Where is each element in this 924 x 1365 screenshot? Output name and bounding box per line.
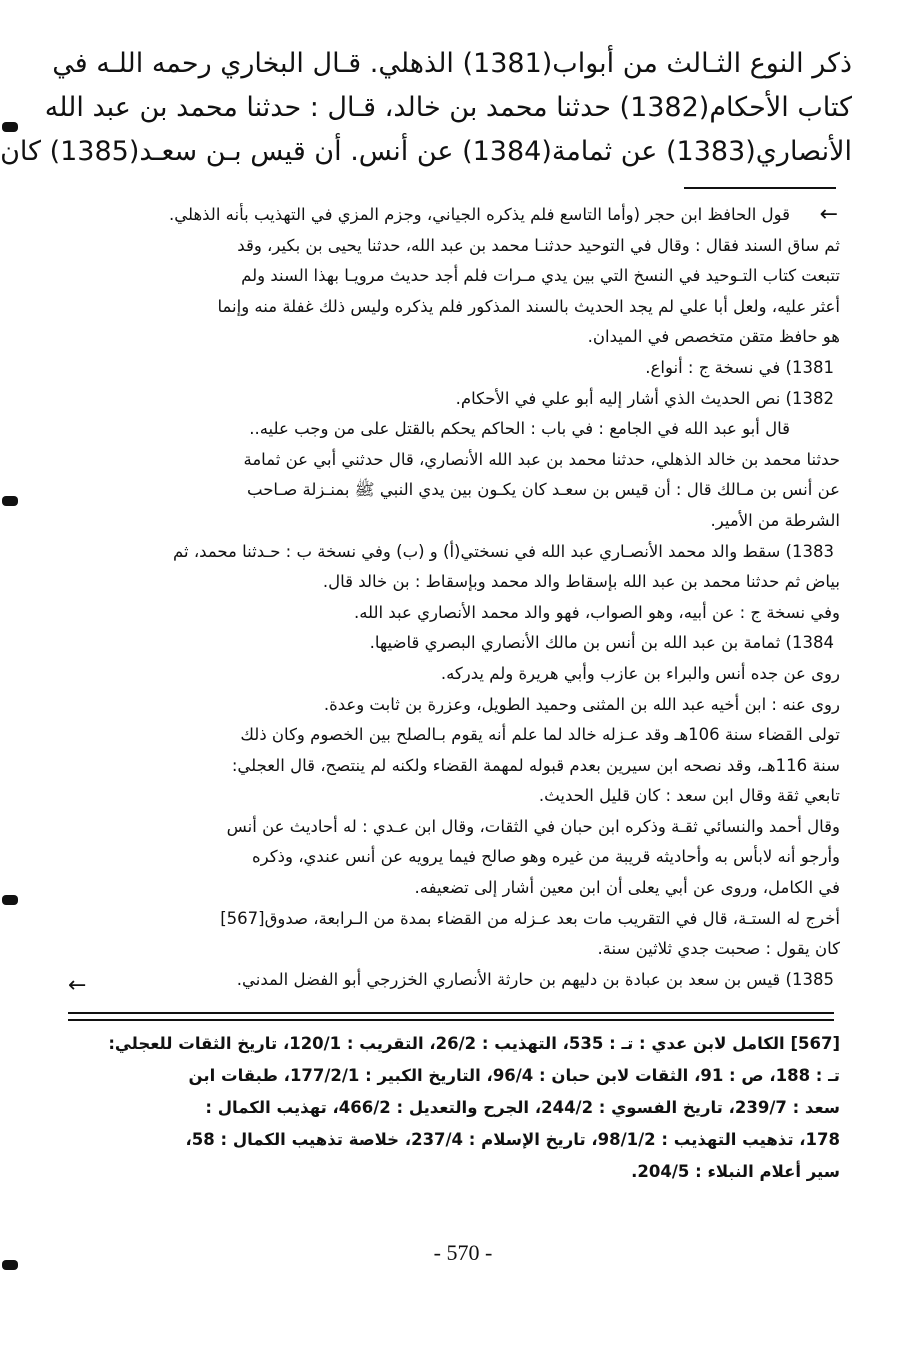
footnote-line: تولى القضاء سنة 106هـ وقد عـزله خالد لما علم أنه يقوم بـالصلح بين الخصوم وكان ذلك	[240, 725, 840, 745]
reference-line: 178، تذهيب التهذيب : 98/1/2، تاريخ الإسلام : 237/4، خلاصة تذهيب الكمال : 58،	[185, 1130, 840, 1149]
footnote-line: 1383) سقط والد محمد الأنصـاري عبد الله في نسختي(أ) و (ب) وفي نسخة ب : حـدثنا محمد، ثم	[173, 541, 834, 561]
reference-line: تـ : 188، ص : 91، الثقات لابن حبان : 96/4، التاريخ الكبير : 177/2/1، طبقات ابن	[188, 1066, 840, 1085]
margin-mark	[2, 122, 18, 132]
footnote-line: تتبعت كتاب التـوحيد في النسخ التي بين يدي مـرات فلم أجد حديث مرويـا بهذا السند ولم	[241, 266, 840, 286]
footnote-line: كان يقول : صحبت جدي ثلاثين سنة.	[597, 939, 840, 959]
references	[68, 1028, 840, 1188]
footnote-line: روى عن جده أنس والبراء بن عازب وأبي هريرة ولم يدركه.	[440, 663, 840, 683]
references-separator	[68, 1012, 834, 1021]
footnote-line: ثم ساق السند فقال : وقال في التوحيد حدثنـا محمد بن عبد الله، حدثنا يحيى بن بكير، وقد	[237, 235, 840, 255]
footnote-line: 1385) قيس بن سعد بن عبادة بن دليهم بن حارثة الأنصاري الخزرجي أبو الفضل المدني.	[236, 969, 834, 989]
footnote-line: 1381) في نسخة ج : أنواع.	[645, 357, 834, 377]
main-text	[0, 42, 852, 174]
footnote-line: حدثنا محمد بن خالد الذهلي، حدثنا محمد بن عبد الله الأنصاري، قال حدثني أبي عن ثمامة	[243, 449, 840, 469]
continuation-arrow-icon: ←	[819, 202, 838, 227]
footnote-line: وفي نسخة ج : عن أبيه، وهو الصواب، فهو والد محمد الأنصاري عبد الله.	[353, 602, 840, 622]
footnote-line: روى عنه : ابن أخيه عبد الله بن المثنى وحميد الطويل، وعزرة بن ثابت وعدة.	[323, 694, 840, 714]
footnote-line: قول الحافظ ابن حجر (وأما التاسع فلم يذكره الجياني، وجزم المزي في التهذيب بأنه الذهلي.	[168, 205, 790, 224]
footnote-line: وأرجو أنه لابأس به وأحاديثه قريبة من غيره وهو صالح فيما يرويه عن أنس عندي، وذكره	[252, 847, 840, 867]
footnote-line: هو حافظ متقن متخصص في الميدان.	[587, 327, 840, 347]
footnote-line: عن أنس بن مـالك قال : أن قيس بن سعـد كان يكـون بين يدي النبي ﷺ بمنـزلة صـاحب	[247, 480, 840, 500]
footnote-line: 1384) ثمامة بن عبد الله بن أنس بن مالك الأنصاري البصري قاضيها.	[369, 633, 834, 653]
footnote-line: 1382) نص الحديث الذي أشار إليه أبو علي في الأحكام.	[455, 388, 834, 408]
reference-line: سير أعلام النبلاء : 204/5.	[631, 1162, 840, 1181]
footnote-line: في الكامل، وروى عن أبي يعلى أن ابن معين أشار إلى تضعيفه.	[414, 878, 840, 898]
footnote-line: الشرطة من الأمير.	[710, 510, 840, 530]
reference-line: سعد : 239/7، تاريخ الفسوي : 244/2، الجرح والتعديل : 466/2، تهذيب الكمال :	[205, 1098, 840, 1117]
page-number: - 570 -	[433, 1240, 493, 1265]
footnotes	[68, 200, 840, 995]
main-text-line: ذكر النوع الثـالث من أبواب(1381) الذهلي. قـال البخاري رحمه اللـه في	[52, 48, 852, 79]
continuation-arrow-icon: ←	[68, 973, 87, 998]
margin-mark	[2, 895, 18, 905]
margin-mark	[2, 496, 18, 506]
book-page	[2, 0, 924, 1365]
main-text-line: كتاب الأحكام(1382) حدثنا محمد بن خالد، قـال : حدثنا محمد بن عبد الله	[44, 92, 852, 123]
footnote-line: أعثر عليه، ولعل أبا علي لم يجد الحديث بالسند المذكور فلم يذكره وليس ذلك غفلة منه وإنما	[217, 296, 840, 316]
footnote-line: وقال أحمد والنسائي ثقـة وذكره ابن حبان في الثقات، وقال ابن عـدي : له أحاديث عن أنس	[226, 816, 840, 836]
footnote-line: بياض ثم حدثنا محمد بن عبد الله بإسقاط والد محمد وبإسقاط : بن خالد قال.	[322, 572, 840, 592]
footnote-line: قال أبو عبد الله في الجامع : في باب : الحاكم يحكم بالقتل على من وجب عليه..	[249, 419, 790, 439]
footnote-separator	[684, 187, 836, 189]
footnote-line: تابعي ثقة وقال ابن سعد : كان قليل الحديث.	[538, 786, 840, 806]
footnote-line: أخرج له الستـة، قال في التقريب مات بعد عـزله من القضاء بمدة من الـرابعة، صدوق[567]	[220, 908, 840, 928]
reference-line: [567] الكامل لابن عدي : تـ : 535، التهذيب : 26/2، التقريب : 120/1، تاريخ الثقات للعجلي:	[108, 1034, 840, 1053]
margin-mark	[2, 1260, 18, 1270]
main-text-line: الأنصاري(1383) عن ثمامة(1384) عن أنس. أن قيس بـن سعـد(1385) كان	[0, 136, 852, 167]
footnote-line: سنة 116هـ، وقد نصحه ابن سيرين بعدم قبوله لمهمة القضاء ولكنه لم ينتصح، قال العجلي:	[231, 755, 840, 775]
